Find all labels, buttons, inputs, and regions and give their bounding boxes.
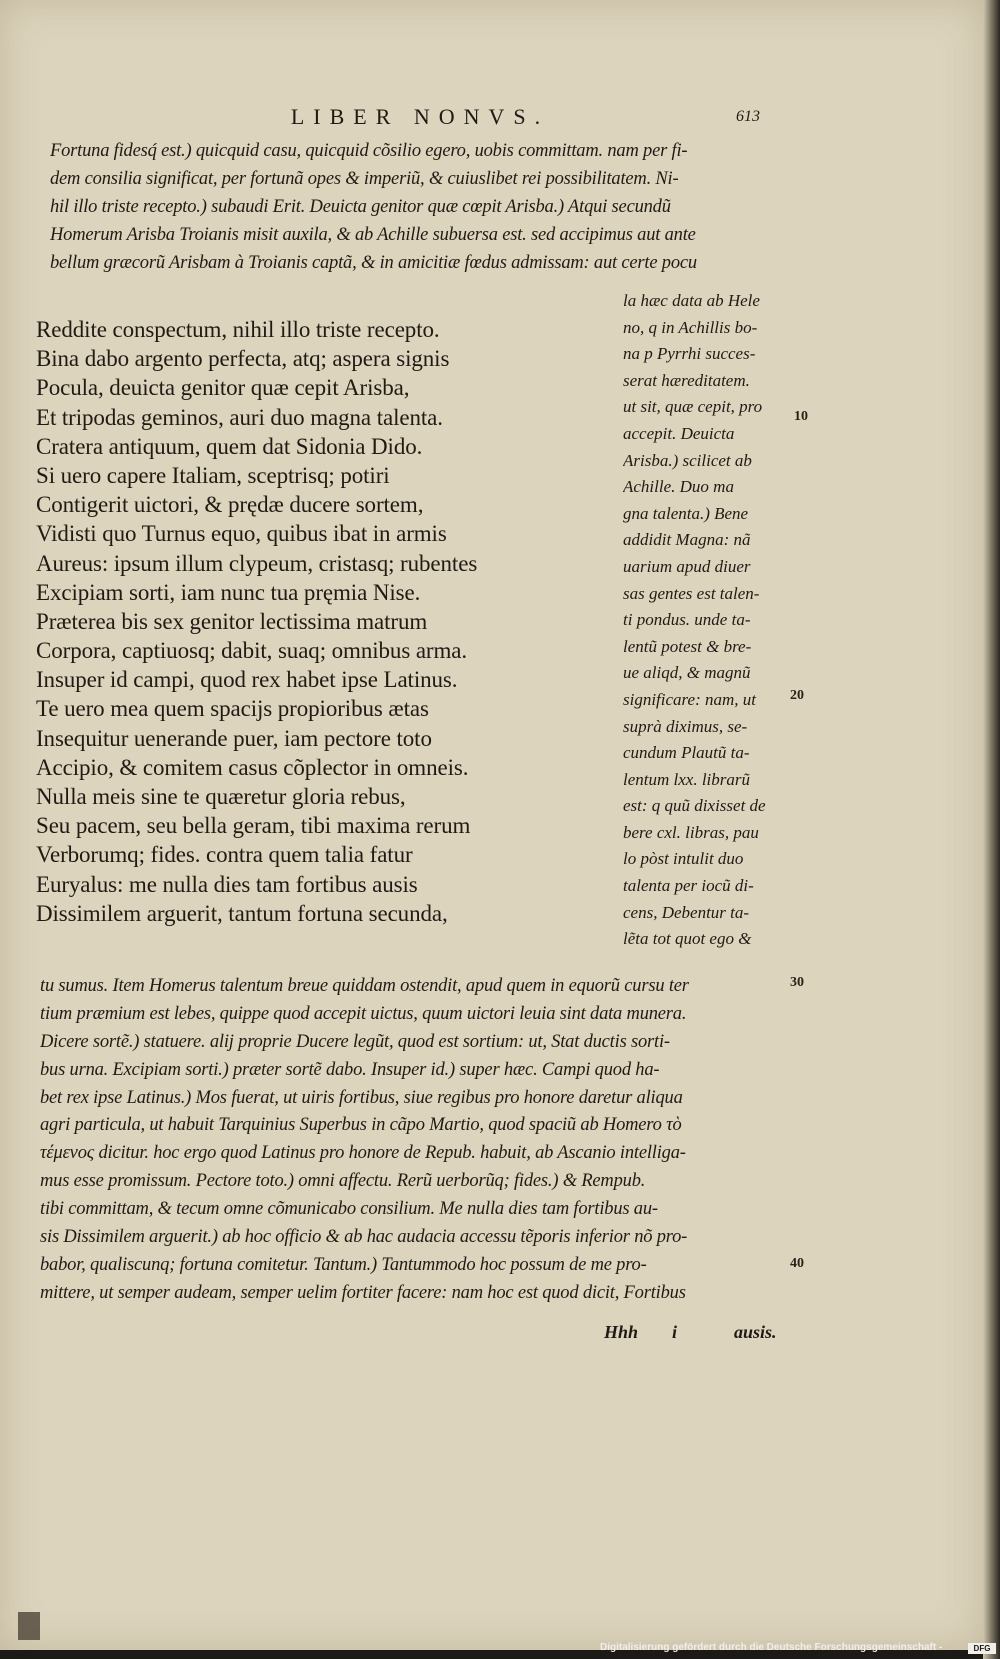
gloss-line: talenta per iocũ di- xyxy=(623,876,754,896)
digitization-credit: Digitalisierung gefördert durch die Deutsche Forschungsgemeinschaft - xyxy=(600,1642,943,1653)
gloss-line: bere cxl. libras, pau xyxy=(623,822,759,842)
dfg-logo-icon: DFG xyxy=(968,1643,996,1654)
line-number: 30 xyxy=(790,975,804,990)
gloss-line: lẽta tot quot ego & xyxy=(623,929,752,949)
gloss-line: no, q in Achillis bo- xyxy=(623,317,758,337)
verse-line: Cratera antiquum, quem dat Sidonia Dido. xyxy=(36,433,423,459)
verse-line: Aureus: ipsum illum clypeum, cristasq; rubentes xyxy=(36,550,478,576)
gloss-line: lentũ potest & bre- xyxy=(623,636,752,656)
commentary-line: tu sumus. Item Homerus talentum breue quiddam ostendit, apud quem in equorũ cursu ter xyxy=(40,976,689,996)
gloss-line: cens, Debentur ta- xyxy=(623,902,750,922)
gloss-line: sas gentes est talen- xyxy=(623,583,760,603)
running-head: LIBER NONVS. xyxy=(290,104,550,129)
verse-line: Nulla meis sine te quæretur gloria rebus, xyxy=(36,784,406,809)
verse-line: Præterea bis sex genitor lectissima matrum xyxy=(36,608,428,634)
verse-line: Pocula, deuicta genitor quæ cepit Arisba, xyxy=(36,375,410,401)
library-stamp xyxy=(18,1612,40,1640)
gloss-line: accepit. Deuicta xyxy=(623,423,735,443)
verse-line: Accipio, & comitem casus cõplector in omneis. xyxy=(36,754,469,780)
verse-line: Et tripodas geminos, auri duo magna talenta. xyxy=(36,404,443,430)
verse-line: Seu pacem, seu bella geram, tibi maxima rerum xyxy=(36,813,471,839)
gloss-line: uarium apud diuer xyxy=(623,556,751,576)
commentary-line: mittere, ut semper audeam, semper uelim fortiter facere: nam hoc est quod dicit, Fortibus xyxy=(40,1282,686,1303)
commentary-line: dem consilia significat, per fortunã opes & imperiũ, & cuiuslibet rei possibilitatem. Ni- xyxy=(50,168,679,189)
commentary-line: τέμενος dicitur. hoc ergo quod Latinus pro honore de Repub. habuit, ab Ascanio intelliga- xyxy=(40,1143,686,1164)
commentary-line: bet rex ipse Latinus.) Mos fuerat, ut uiris fortibus, siue regibus pro honore daretur aliqua xyxy=(40,1087,683,1108)
gloss-line: addidit Magna: nã xyxy=(623,530,751,550)
gloss-line: lentum lxx. librarũ xyxy=(623,769,751,789)
gloss-line: cundum Plautũ ta- xyxy=(623,743,750,763)
gloss-line: ut sit, quæ cepit, pro xyxy=(623,397,763,417)
line-number: 20 xyxy=(790,688,804,703)
signature-number: i xyxy=(672,1322,678,1342)
commentary-line: babor, qualiscunq; fortuna comitetur. Tantum.) Tantummodo hoc possum de me pro- xyxy=(40,1254,647,1275)
gloss-line: ue aliqd, & magnũ xyxy=(623,663,751,683)
marginal-gloss xyxy=(623,288,793,953)
commentary-line: Homerum Arisba Troianis misit auxila, & ab Achille subuersa est. sed accipimus aut ante xyxy=(50,224,696,245)
gloss-line: gna talenta.) Bene xyxy=(623,503,749,523)
verse-line: Reddite conspectum, nihil illo triste recepto. xyxy=(36,317,440,342)
folio-number: 613 xyxy=(736,108,760,125)
verse-line: Bina dabo argento perfecta, atq; aspera signis xyxy=(36,346,450,372)
verse-line: Contigerit uictori, & prędæ ducere sortem, xyxy=(36,492,424,518)
commentary-line: bellum græcorũ Arisbam à Troianis captã, & in amicitiæ fœdus admissam: aut certe pocu xyxy=(50,252,697,273)
commentary-line: Fortuna fidesq́ est.) quicquid casu, quicquid cõsilio egero, uobis committam. nam per fi- xyxy=(50,141,688,161)
line-number: 10 xyxy=(794,409,808,424)
line-number: 40 xyxy=(790,1256,804,1271)
verse-line: Insuper id campi, quod rex habet ipse Latinus. xyxy=(36,667,458,693)
signature-mark: Hhh xyxy=(604,1322,639,1342)
page-edge xyxy=(983,0,1000,1659)
commentary-line: tibi committam, & tecum omne cõmunicabo consilium. Me nulla dies tam fortibus au- xyxy=(40,1199,658,1220)
verse-line: Euryalus: me nulla dies tam fortibus ausis xyxy=(36,871,418,897)
gloss-line: significare: nam, ut xyxy=(623,689,756,709)
gloss-line: na p Pyrrhi succes- xyxy=(623,344,756,364)
verse-line: Dissimilem arguerit, tantum fortuna secunda, xyxy=(36,900,448,926)
gloss-line: serat hæreditatem. xyxy=(623,370,750,390)
gloss-line: ti pondus. unde ta- xyxy=(623,610,751,630)
catchword: ausis. xyxy=(734,1322,777,1342)
commentary-line: mus esse promissum. Pectore toto.) omni affectu. Rerũ uerborũq; fides.) & Rempub. xyxy=(40,1171,646,1192)
commentary-line: Dicere sortẽ.) statuere. alij proprie Ducere legũt, quod est sortium: ut, Stat ductis sorti- xyxy=(40,1031,670,1052)
gloss-line: est: q quũ dixisset de xyxy=(623,796,766,816)
commentary-top xyxy=(50,138,810,277)
gloss-line: lo pòst intulit duo xyxy=(623,849,744,869)
verse-line: Corpora, captiuosq; dabit, suaq; omnibus arma. xyxy=(36,638,468,664)
verse-block xyxy=(36,315,616,928)
verse-line: Verborumq; fides. contra quem talia fatur xyxy=(36,842,413,868)
gloss-line: suprà diximus, se- xyxy=(623,716,748,736)
commentary-line: hil illo triste recepto.) subaudi Erit. Deuicta genitor quæ cœpit Arisba.) Atqui secundũ xyxy=(50,196,671,217)
verse-line: Vidisti quo Turnus equo, quibus ibat in armis xyxy=(36,521,447,547)
verse-line: Te uero mea quem spacijs propioribus ætas xyxy=(36,696,429,722)
gloss-line: Achille. Duo ma xyxy=(623,477,734,497)
commentary-bottom xyxy=(40,973,810,1308)
verse-line: Insequitur uenerande puer, iam pectore toto xyxy=(36,725,432,751)
gloss-line: la hæc data ab Hele xyxy=(623,291,760,310)
commentary-line: bus urna. Excipiam sorti.) præter sortẽ dabo. Insuper id.) super hæc. Campi quod ha- xyxy=(40,1059,660,1080)
commentary-line: tium præmium est lebes, quippe quod accepit uictus, quum uictori leuia sint data munera. xyxy=(40,1003,687,1024)
gloss-line: Arisba.) scilicet ab xyxy=(623,450,752,470)
verse-line: Si uero capere Italiam, sceptrisq; potiri xyxy=(36,462,390,488)
commentary-line: sis Dissimilem arguerit.) ab hoc officio & ab hac audacia accessu tẽporis inferior nõ pro- xyxy=(40,1227,688,1248)
verse-line: Excipiam sorti, iam nunc tua pręmia Nise. xyxy=(36,579,421,605)
commentary-line: agri particula, ut habuit Tarquinius Superbus in cãpo Martio, quod spaciũ ab Homero τὸ xyxy=(40,1115,682,1136)
